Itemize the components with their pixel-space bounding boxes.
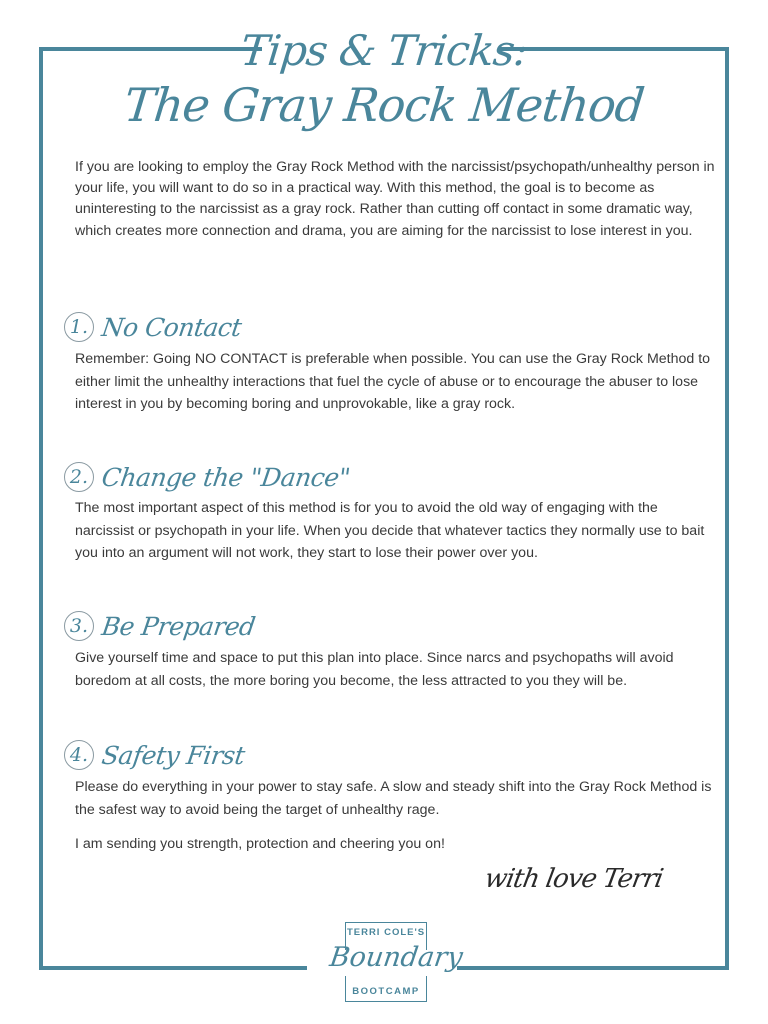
section-2-title: Change the "Dance" (99, 462, 352, 492)
boundary-bootcamp-logo (327, 920, 465, 1004)
section-1-heading (64, 308, 244, 346)
section-3-body: Give yourself time and space to put this plan into place. Since narcs and psychopaths will avoid boredom at all costs, the more boring you become, the less attracted to you they will be. (75, 650, 674, 689)
logo-top-text: TERRI COLE'S (346, 927, 426, 938)
logo-script-text: Boundary (327, 942, 465, 973)
closing-line: I am sending you strength, protection and cheering you on! (75, 836, 445, 852)
section-4-number: 4. (64, 740, 94, 770)
section-1-title: No Contact (99, 312, 244, 342)
section-3-heading (64, 607, 255, 645)
section-2-heading (64, 458, 350, 496)
section-1-number: 1. (64, 312, 94, 342)
page-title-line2: The Gray Rock Method (121, 78, 647, 132)
section-4-heading (64, 736, 247, 774)
section-4-body: Please do everything in your power to stay safe. A slow and steady shift into the Gray Rock Method is the safest way to avoid being the target of unhealthy rage. (75, 779, 712, 818)
intro-paragraph: If you are looking to employ the Gray Rock Method with the narcissist/psychopath/unhealthy person in your life, you will want to do so in a practical way. With this method, the goal is to become as uninteresting to the narcissist as a gray rock. Rather than cutting off contact in some dramatic way, which creates more connection and drama, you are aiming for the narcissist to lose interest in you. (75, 159, 715, 239)
section-4-title: Safety First (99, 740, 247, 770)
section-1-body: Remember: Going NO CONTACT is preferable when possible. You can use the Gray Rock Method to either limit the unhealthy interactions that fuel the cycle of abuse or to encourage the abuser to lose interest in you by becoming boring and unprovokable, like a gray rock. (75, 351, 711, 412)
section-2-number: 2. (64, 462, 94, 492)
logo-bottom-text: BOOTCAMP (352, 986, 420, 997)
page-title-line1: Tips & Tricks: (238, 26, 530, 75)
section-3-number: 3. (64, 611, 94, 641)
signature: with love Terri (482, 864, 665, 894)
section-2-body: The most important aspect of this method is for you to avoid the old way of engaging with the narcissist or psychopath in your life. When you decide that whatever tactics they normally use to bait you into an argument will not work, they start to lose their power over you. (75, 500, 705, 561)
section-3-title: Be Prepared (99, 611, 257, 641)
